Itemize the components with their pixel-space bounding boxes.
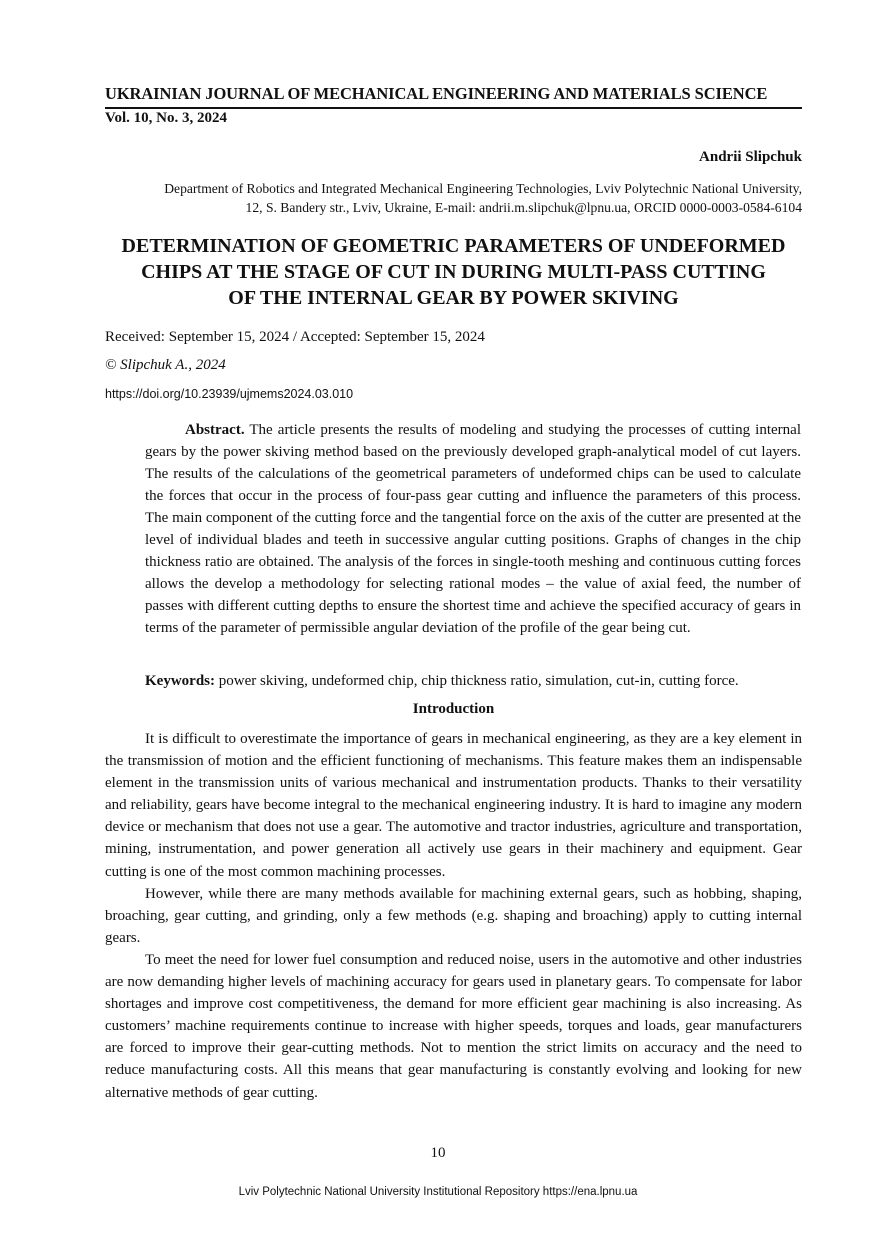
title-line-2: CHIPS AT THE STAGE OF CUT IN DURING MULTI-PASS CUTTING — [141, 261, 766, 283]
received-accepted-dates: Received: September 15, 2024 / Accepted: September 15, 2024 — [105, 329, 485, 345]
paragraph: However, while there are many methods available for machining external gears, such as hobbing, shaping, broaching, gear cutting, and grinding, only a few methods (e.g. shaping and broaching) apply to cutting internal gears. — [105, 885, 802, 946]
author-name: Andrii Slipchuk — [699, 149, 802, 165]
keywords — [145, 670, 801, 692]
copyright-notice: © Slipchuk A., 2024 — [105, 357, 226, 373]
affiliation-line-1: Department of Robotics and Integrated Mechanical Engineering Technologies, Lviv Polytechnic National University, — [164, 181, 802, 196]
keywords-label: Keywords: — [145, 673, 215, 689]
abstract-label: Abstract. — [185, 422, 245, 438]
paragraph: To meet the need for lower fuel consumption and reduced noise, users in the automotive and other industries are now demanding higher levels of machining accuracy for gears used in planetary gears. To compensate for labor shortages and improve cost competitiveness, the demand for more efficient gear machining is also increasing. As customers’ machine requirements continue to increase with higher speeds, torques and loads, gear manufacturers are forced to improve their gear-cutting methods. Not to mention the strict limits on accuracy and the need to reduce manufacturing costs. All this means that gear manufacturing is constantly evolving and looking for new alternative methods of gear cutting. — [105, 951, 802, 1101]
journal-title: UKRAINIAN JOURNAL OF MECHANICAL ENGINEERING AND MATERIALS SCIENCE — [105, 84, 802, 109]
keywords-text: power skiving, undeformed chip, chip thickness ratio, simulation, cut-in, cutting force. — [218, 673, 739, 689]
abstract — [145, 419, 801, 639]
title-line-1: DETERMINATION OF GEOMETRIC PARAMETERS OF UNDEFORMED — [121, 235, 786, 257]
volume-issue: Vol. 10, No. 3, 2024 — [105, 110, 227, 126]
repository-footer: Lviv Polytechnic National University Institutional Repository https://ena.lpnu.ua — [238, 1186, 638, 1198]
introduction-body — [105, 728, 802, 1104]
section-heading-introduction: Introduction — [412, 701, 495, 717]
author-affiliation — [105, 179, 802, 217]
affiliation-line-2: 12, S. Bandery str., Lviv, Ukraine, E-mail: andrii.m.slipchuk@lpnu.ua, ORCID 0000-0003-0584-6104 — [245, 200, 802, 215]
paragraph: It is difficult to overestimate the importance of gears in mechanical engineering, as they are a key element in the transmission of motion and the efficient functioning of mechanisms. This feature makes them an indispensable element in the transmission units of various mechanical and instrumentation products. Thanks to their versatility and reliability, gears have become integral to the mechanical engineering industry. It is hard to imagine any modern device or mechanism that does not use a gear. The automotive and tractor industries, agriculture and transportation, mining, instrumentation, and power generation all actively use gears in their machinery and equipment. Gear cutting is one of the most common machining processes. — [105, 731, 802, 880]
title-line-3: OF THE INTERNAL GEAR BY POWER SKIVING — [228, 287, 679, 309]
doi-link[interactable]: https://doi.org/10.23939/ujmems2024.03.010 — [105, 387, 354, 401]
paper-title — [90, 233, 817, 311]
page-number: 10 — [430, 1145, 446, 1161]
abstract-text: The article presents the results of modeling and studying the processes of cutting internal gears by the power skiving method based on the previously developed graph-analytical model of cut layers. The results of the calculations of the geometrical parameters of undeformed chips can be used to calculate the forces that occur in the process of four-pass gear cutting and influence the parameters of this process. The main component of the cutting force and the tangential force on the axis of the cutter are presented at the level of individual blades and teeth in successive angular cutting positions. Graphs of changes in the chip thickness ratio are obtained. The analysis of the forces in single-tooth meshing and continuous cutting forces allows the develop a methodology for selecting rational modes – the value of axial feed, the number of passes with different cutting depths to ensure the shortest time and achieve the specified accuracy of gears in terms of the parameter of permissible angular deviation of the profile of the gear being cut. — [145, 422, 801, 636]
